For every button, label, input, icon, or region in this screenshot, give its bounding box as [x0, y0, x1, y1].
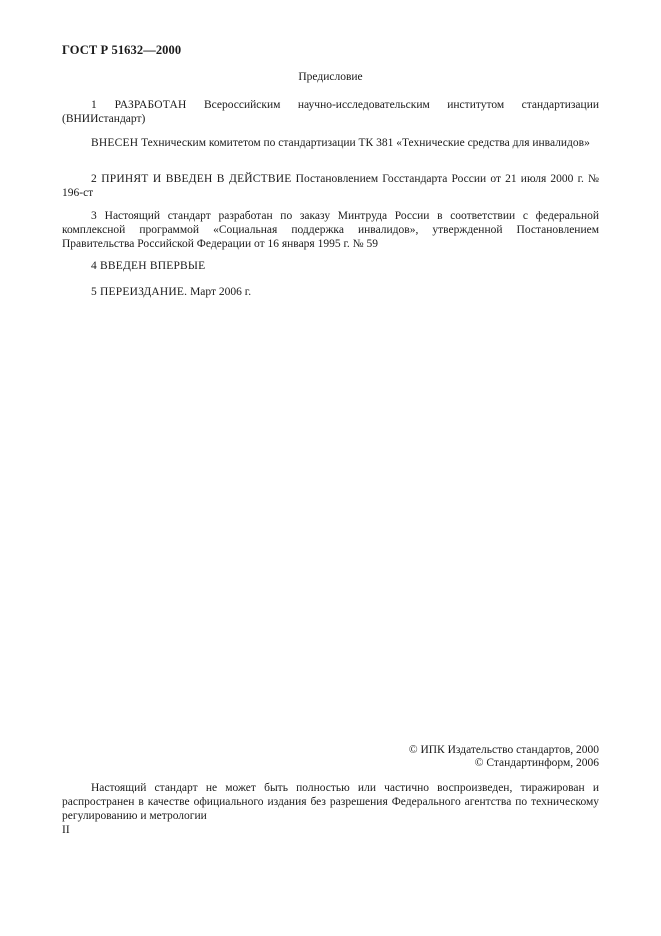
preface-item-4-label: 3	[91, 210, 97, 222]
copyright-line-2: © Стандартинформ, 2006	[474, 757, 599, 769]
preface-item-1	[62, 98, 599, 126]
reproduction-notice	[62, 781, 599, 823]
preface-item-6	[62, 285, 599, 299]
preface-item-6-text: Март 2006 г.	[190, 286, 252, 298]
preface-item-3	[62, 172, 599, 200]
preface-item-2	[62, 136, 599, 150]
preface-item-1-text: Всероссийским научно-исследовательским институтом стандартизации (ВНИИстандарт)	[62, 99, 599, 125]
page-number: II	[62, 824, 70, 836]
preface-item-3-label: 2 ПРИНЯТ И ВВЕДЕН В ДЕЙСТВИЕ	[91, 173, 292, 185]
preface-item-1-label: 1 РАЗРАБОТАН	[91, 99, 187, 111]
reproduction-notice-text: Настоящий стандарт не может быть полностью или частично воспроизведен, тиражирован и распространен в качестве официального издания без разрешения Федерального агентства по техническому регулированию и метрологии	[62, 782, 599, 822]
preface-item-3-text: Постановлением Госстандарта России от 21 июля 2000 г. № 196-ст	[62, 173, 599, 199]
preface-item-5	[62, 259, 599, 273]
document-code: ГОСТ Р 51632—2000	[62, 43, 182, 57]
preface-item-2-text: Техническим комитетом по стандартизации ТК 381 «Технические средства для инвалидов»	[141, 137, 590, 149]
preface-item-5-label: 4 ВВЕДЕН ВПЕРВЫЕ	[91, 260, 206, 272]
preface-item-6-label: 5 ПЕРЕИЗДАНИЕ.	[91, 286, 188, 298]
preface-title: Предисловие	[298, 71, 363, 83]
copyright-line-1: © ИПК Издательство стандартов, 2000	[408, 744, 599, 756]
preface-item-4	[62, 209, 599, 251]
preface-item-2-label: ВНЕСЕН	[91, 137, 139, 149]
preface-item-4-text: Настоящий стандарт разработан по заказу Минтруда России в соответствии с федеральной комплексной программой «Социальная поддержка инвалидов», утвержденной Постановлением Правительства Российской Федерации от 16 января 1995 г. № 59	[62, 210, 599, 250]
